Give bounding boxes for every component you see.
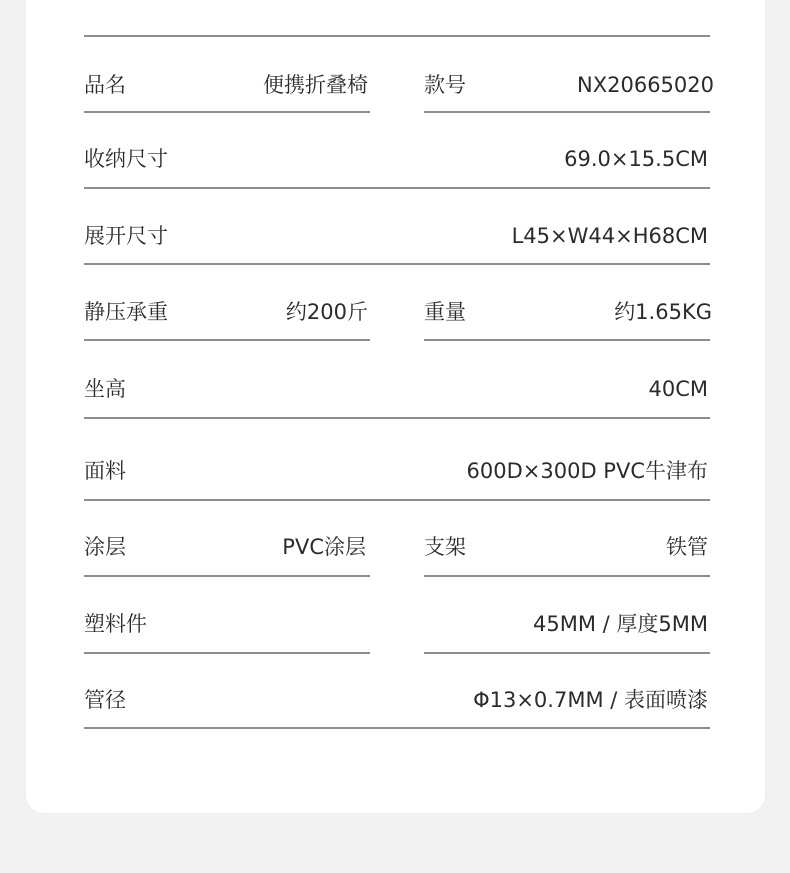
spec-cell-unfolded-size xyxy=(84,208,710,265)
spec-value: 便携折叠椅 xyxy=(263,72,368,97)
spec-cell-product-name xyxy=(84,58,370,113)
spec-cell-model-number xyxy=(424,58,714,113)
spec-value: 铁管 xyxy=(666,535,708,559)
spec-row-coating-frame xyxy=(84,519,710,577)
spec-row-name-model xyxy=(84,58,714,113)
spec-cell-coating xyxy=(84,519,370,577)
spec-label: 支架 xyxy=(424,535,466,559)
spec-row-fabric xyxy=(84,443,710,501)
spec-label: 收纳尺寸 xyxy=(84,147,168,171)
spec-row-unfolded-size xyxy=(84,208,710,265)
spec-value: 600D×300D PVC牛津布 xyxy=(466,459,708,483)
spec-cell-seat-height xyxy=(84,360,710,419)
spec-value: 69.0×15.5CM xyxy=(564,147,708,171)
spec-cell-tube-diameter xyxy=(84,672,710,729)
spec-cell-folded-size xyxy=(84,131,710,189)
spec-label: 静压承重 xyxy=(84,299,168,324)
spec-label: 塑料件 xyxy=(84,612,147,636)
spec-cell-static-load xyxy=(84,284,370,341)
spec-cell-plastic-parts xyxy=(84,596,370,654)
spec-label: 重量 xyxy=(424,299,466,324)
spec-value: 45MM / 厚度5MM xyxy=(533,612,708,636)
spec-value: PVC涂层 xyxy=(282,535,366,559)
spec-label: 坐高 xyxy=(84,376,126,401)
spec-value: L45×W44×H68CM xyxy=(511,223,708,248)
top-divider xyxy=(84,35,710,37)
spec-row-load-weight xyxy=(84,284,710,341)
spec-cell-fabric xyxy=(84,443,710,501)
spec-row-seat-height xyxy=(84,360,710,419)
spec-value: 约1.65KG xyxy=(614,299,712,324)
spec-cell-plastic-parts-value xyxy=(424,596,710,654)
spec-value: NX20665020 xyxy=(577,72,714,97)
spec-label: 款号 xyxy=(424,72,466,97)
spec-value: Φ13×0.7MM / 表面喷漆 xyxy=(473,687,708,712)
spec-value: 约200斤 xyxy=(285,299,368,324)
spec-row-plastic-parts xyxy=(84,596,710,654)
spec-cell-weight xyxy=(424,284,710,341)
spec-label: 管径 xyxy=(84,687,126,712)
spec-label: 品名 xyxy=(84,72,126,97)
spec-label: 涂层 xyxy=(84,535,126,559)
spec-row-tube-diameter xyxy=(84,672,710,729)
spec-label: 展开尺寸 xyxy=(84,223,168,248)
spec-row-folded-size xyxy=(84,131,710,189)
spec-value: 40CM xyxy=(648,376,708,401)
spec-cell-frame xyxy=(424,519,710,577)
spec-label: 面料 xyxy=(84,459,126,483)
